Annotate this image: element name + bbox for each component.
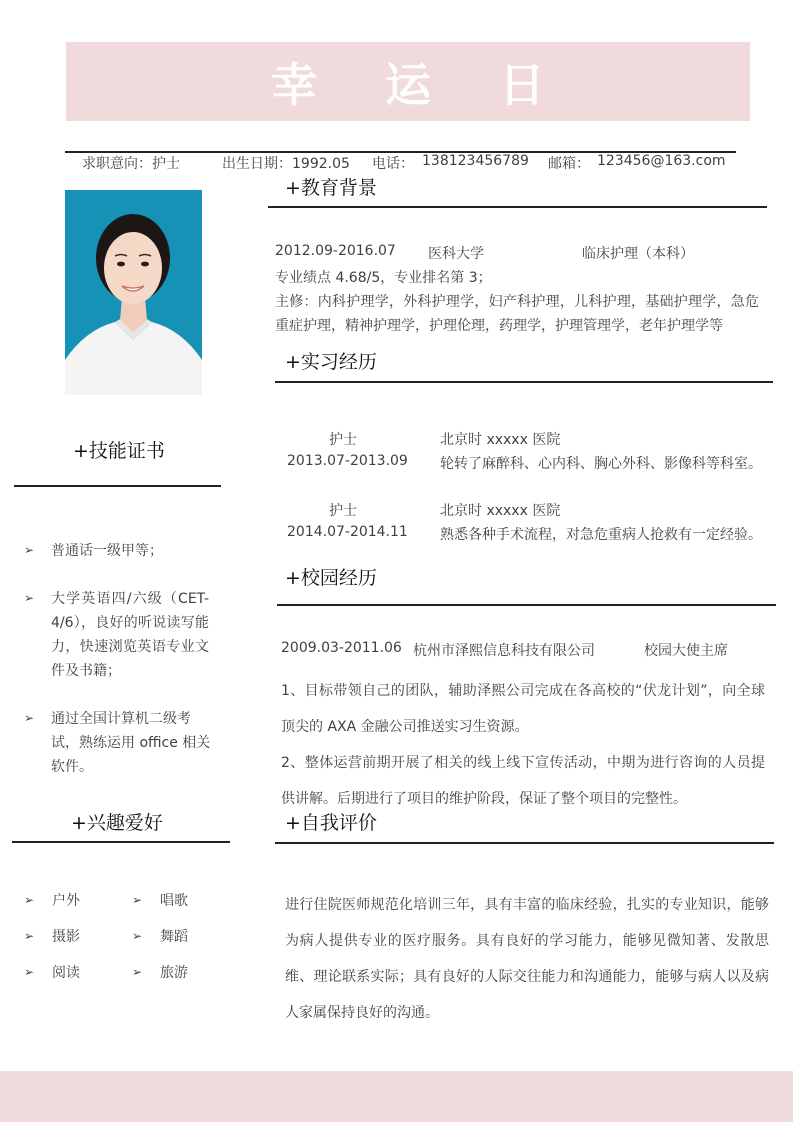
evaluation-section-title: +自我评价 [285,812,377,834]
campus-divider [277,604,776,606]
phone-label: 电话： [372,156,414,172]
internship-divider [275,381,773,383]
campus-role: 校园大使主席 [644,643,728,659]
bullet-arrow-icon: ➢ [24,543,35,557]
skill-item: 大学英语四/六级（CET-4/6），良好的听说读写能力，快速浏览英语专业文件及书籍； [51,591,209,679]
education-courses: 主修：内科护理学，外科护理学，妇产科护理，儿科护理，基础护理学，急危重症护理，精神护理学，护理伦理，药理学，护理管理学，老年护理学等 [275,294,759,334]
bullet-arrow-icon: ➢ [24,965,35,979]
bullet-arrow-icon: ➢ [132,929,143,943]
hobbies-divider [12,841,230,843]
internship-place: 北京时 xxxxx 医院 [440,432,561,448]
education-period: 2012.09-2016.07 [275,243,396,259]
internship-role: 护士 [329,432,357,448]
phone-number: 138123456789 [422,153,529,169]
skills-divider [14,485,221,487]
email-address: 123456@163.com [597,153,726,169]
hobby-item: 摄影 [52,929,80,945]
skills-section-title: +技能证书 [73,440,165,462]
bullet-arrow-icon: ➢ [24,591,35,605]
education-school: 医科大学 [428,246,484,262]
internship-desc: 熟悉各种手术流程，对急危重病人抢救有一定经验。 [440,527,762,543]
job-intent: 求职意向：护士 [82,156,180,172]
skill-item: 普通话一级甲等； [51,543,163,559]
hobby-item: 唱歌 [160,893,188,909]
education-divider [268,206,767,208]
hobby-item: 阅读 [52,965,80,981]
bullet-arrow-icon: ➢ [132,965,143,979]
evaluation-text: 进行住院医师规范化培训三年，具有丰富的临床经验，扎实的专业知识，能够为病人提供专业的医疗服务。具有良好的学习能力，能够见微知著、发散思维、理论联系实际；具有良好的人际交往能力和沟通能力，能够与病人以及病人家属保持良好的沟通。 [285,897,769,1021]
hobby-item: 旅游 [160,965,188,981]
internship-period: 2013.07-2013.09 [287,453,408,469]
bullet-arrow-icon: ➢ [24,929,35,943]
skill-item: 通过全国计算机二级考试，熟练运用 office 相关软件。 [51,711,211,775]
candidate-name: 幸 运 日 [270,57,572,112]
campus-organization: 杭州市泽熙信息科技有限公司 [413,643,595,659]
hobby-item: 户外 [52,893,80,909]
education-major: 临床护理（本科） [582,246,694,262]
education-gpa: 专业绩点 4.68/5，专业排名第 3； [275,270,492,286]
title-banner [66,42,750,121]
campus-paragraph-1: 1、目标带领自己的团队，辅助泽熙公司完成在各高校的“伏龙计划”，向全球顶尖的 AXA 金融公司推送实习生资源。 [281,683,765,735]
education-section-title: +教育背景 [285,177,377,199]
email-label: 邮箱： [548,156,590,172]
profile-photo [65,190,202,395]
birth-date: 出生日期：1992.05 [222,156,350,172]
bullet-arrow-icon: ➢ [24,711,35,725]
internship-desc: 轮转了麻醉科、心内科、胸心外科、影像科等科室。 [440,456,762,472]
campus-period: 2009.03-2011.06 [281,640,402,656]
campus-paragraph-2: 2、整体运营前期开展了相关的线上线下宣传活动，中期为进行咨询的人员提供讲解。后期进行了项目的维护阶段，保证了整个项目的完整性。 [281,755,765,807]
internship-section-title: +实习经历 [285,351,377,373]
footer-band [0,1071,793,1122]
portrait-illustration [65,190,202,395]
hobbies-section-title: +兴趣爱好 [71,812,163,834]
internship-place: 北京时 xxxxx 医院 [440,503,561,519]
internship-period: 2014.07-2014.11 [287,524,408,540]
bullet-arrow-icon: ➢ [132,893,143,907]
internship-role: 护士 [329,503,357,519]
bullet-arrow-icon: ➢ [24,893,35,907]
hobby-item: 舞蹈 [160,929,188,945]
evaluation-divider [275,842,774,844]
campus-section-title: +校园经历 [285,567,377,589]
